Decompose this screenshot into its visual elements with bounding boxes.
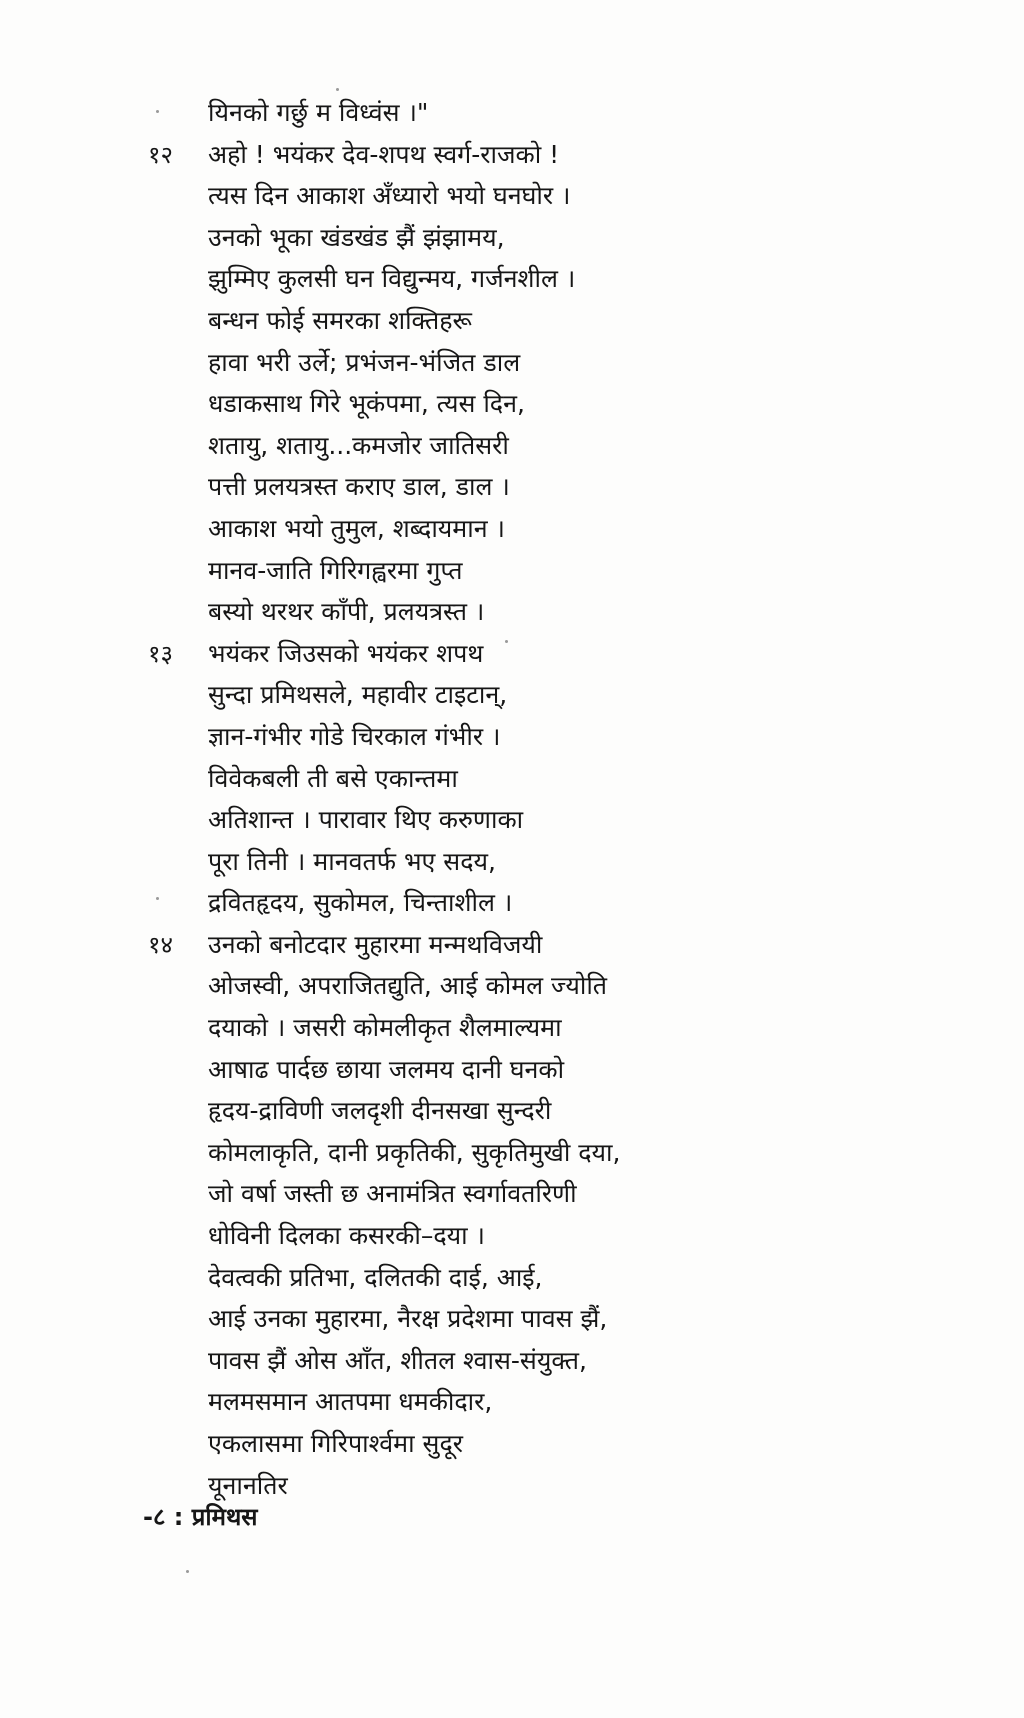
poem-line: [148, 342, 848, 384]
stanza-number: १३: [148, 639, 173, 668]
poem-line: [148, 1132, 848, 1174]
line-text: दयाको । जसरी कोमलीकृत शैलमाल्यमा: [208, 1013, 562, 1043]
line-text: कोमलाकृति, दानी प्रकृतिकी, सुकृतिमुखी दया,: [208, 1137, 621, 1167]
line-text: एकलासमा गिरिपार्श्वमा सुदूर: [208, 1429, 463, 1458]
poem-line: [148, 1007, 848, 1049]
poem-line: [148, 1257, 848, 1299]
line-text: पूरा तिनी । मानवतर्फ भए सदय,: [208, 846, 496, 876]
line-text: उनको बनोटदार मुहारमा मन्मथविजयी: [208, 929, 543, 959]
poem-line: [148, 799, 848, 841]
line-text: धोविनी दिलका कसरकी–दया ।: [208, 1221, 486, 1251]
poem-line: [148, 175, 848, 217]
line-text: ज्ञान-गंभीर गोडे चिरकाल गंभीर ।: [208, 721, 501, 751]
poem-line: [148, 1340, 848, 1382]
line-text: शतायु, शतायु...कमजोर जातिसरी: [208, 430, 509, 460]
stanza-number: १४: [148, 930, 173, 959]
poem-line: [148, 882, 848, 924]
line-text: हावा भरी उर्ले; प्रभंजन-भंजित डाल: [208, 347, 521, 377]
poem-line: [148, 1090, 848, 1132]
poem-body: [148, 92, 848, 1506]
poem-line: [148, 716, 848, 758]
poem-line: [148, 965, 848, 1007]
line-text: झुम्मिए कुलसी घन विद्युन्मय, गर्जनशील ।: [208, 264, 576, 294]
line-text: अतिशान्त । पारावार थिए करुणाका: [208, 805, 524, 835]
poem-line: [148, 383, 848, 425]
page-footer: -८ : प्रमिथस: [143, 1503, 258, 1531]
line-text: ओजस्वी, अपराजितद्युति, आई कोमल ज्योति: [208, 971, 608, 1001]
line-text: धडाकसाथ गिरे भूकंपमा, त्यस दिन,: [208, 389, 525, 419]
line-text: आई उनका मुहारमा, नैरक्ष प्रदेशमा पावस झैं,: [208, 1304, 608, 1334]
paper-speck: [336, 88, 339, 91]
poem-line: [148, 1173, 848, 1215]
poem-line: [148, 217, 848, 259]
line-text: जो वर्षा जस्ती छ अनामंत्रित स्वर्गावतरिणी: [208, 1179, 577, 1209]
line-text: हृदय-द्राविणी जलदृशी दीनसखा सुन्दरी: [208, 1096, 552, 1126]
line-text: यूनानतिर: [208, 1470, 288, 1500]
line-text: उनको भूका खंडखंड झैं झंझामय,: [208, 222, 505, 252]
poem-line: [148, 591, 848, 633]
poem-line: [148, 550, 848, 592]
line-text: विवेकबली ती बसे एकान्तमा: [208, 763, 458, 793]
line-text: सुन्दा प्रमिथसले, महावीर टाइटान्,: [208, 680, 508, 710]
poem-line: [148, 1381, 848, 1423]
line-text: द्रवितहृदय, सुकोमल, चिन्ताशील ।: [208, 888, 513, 918]
line-text: मलमसमान आतपमा धमकीदार,: [208, 1387, 493, 1417]
line-text: पावस झैं ओस आँत, शीतल श्वास-संयुक्त,: [208, 1345, 587, 1375]
line-text: आकाश भयो तुमुल, शब्दायमान ।: [208, 513, 506, 543]
poem-line: [148, 425, 848, 467]
poem-line: [148, 258, 848, 300]
poem-line: [148, 1298, 848, 1340]
poem-line: [148, 924, 848, 966]
poem-line: [148, 633, 848, 675]
poem-line: [148, 1215, 848, 1257]
poem-line: [148, 758, 848, 800]
poem-line: [148, 508, 848, 550]
line-text: अहो ! भयंकर देव-शपथ स्वर्ग-राजको !: [208, 139, 560, 169]
poem-line: [148, 1423, 848, 1465]
line-text: देवत्वकी प्रतिभा, दलितकी दाई, आई,: [208, 1262, 543, 1292]
line-text: मानव-जाति गिरिगह्वरमा गुप्त: [208, 555, 463, 585]
line-text: यिनको गर्छु म विध्वंस ।": [208, 98, 429, 127]
poem-line: [148, 300, 848, 342]
paper-speck: [186, 1570, 189, 1573]
line-text: बन्धन फोई समरका शक्तिहरू: [208, 305, 472, 335]
line-text: त्यस दिन आकाश अँध्यारो भयो घनघोर ।: [208, 181, 571, 211]
line-text: पत्ती प्रलयत्रस्त कराए डाल, डाल ।: [208, 472, 510, 502]
poem-line: [148, 92, 848, 134]
poem-line: [148, 841, 848, 883]
poem-line: [148, 466, 848, 508]
line-text: भयंकर जिउसको भयंकर शपथ: [208, 638, 484, 668]
poem-line: [148, 134, 848, 176]
poem-line: [148, 1049, 848, 1091]
line-text: बस्यो थरथर काँपी, प्रलयत्रस्त ।: [208, 597, 485, 627]
line-text: आषाढ पार्दछ छाया जलमय दानी घनको: [208, 1054, 565, 1084]
stanza-number: १२: [148, 140, 173, 169]
poem-line: [148, 674, 848, 716]
